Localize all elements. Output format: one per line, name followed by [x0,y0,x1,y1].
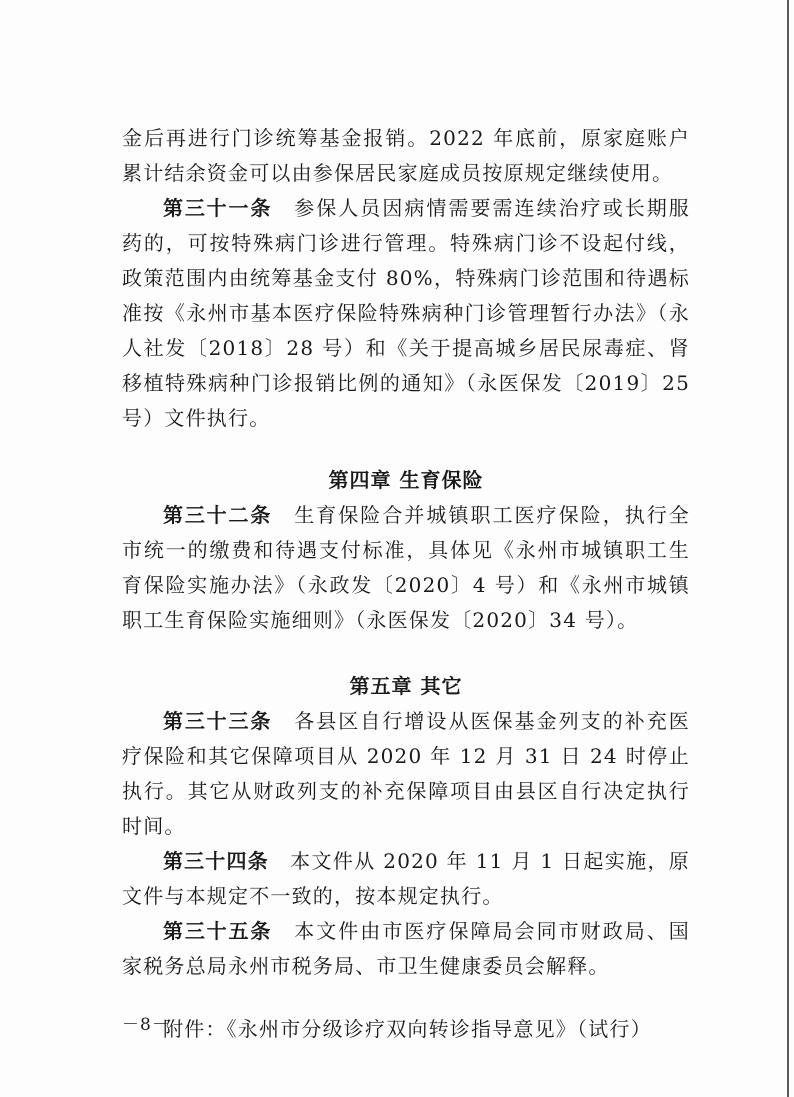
article-34-text: 本文件从 2020 年 11 月 1 日起实施，原文件与本规定不一致的，按本规定执行。 [122,849,691,908]
article-33 [122,704,690,844]
article-32-heading: 第三十二条 [163,503,273,527]
article-31 [122,191,690,436]
article-32 [122,498,690,638]
article-33-heading: 第三十三条 [163,709,273,733]
page-number: －8－ [122,1015,170,1035]
chapter-4-heading: 第四章 生育保险 [328,468,484,492]
article-31-heading: 第三十一条 [163,196,273,220]
article-34 [122,844,690,914]
continuation-paragraph: 金后再进行门诊统筹基金报销。2022 年底前，原家庭账户累计结余资金可以由参保居民家庭成员按原规定继续使用。 [122,126,690,185]
attachment-line: 附件：《永州市分级诊疗双向转诊指导意见》（试行） [163,1017,652,1041]
article-32-text: 生育保险合并城镇职工医疗保险，执行全市统一的缴费和待遇支付标准，具体见《永州市城镇职工生育保险实施办法》（永政发〔2020〕4 号）和《永州市城镇职工生育保险实施细则》（永医保发〔2020〕34 号）。 [122,503,690,632]
article-35-text: 本文件由市医疗保障局会同市财政局、国家税务总局永州市税务局、市卫生健康委员会解释。 [122,919,690,978]
article-33-text: 各县区自行增设从医保基金列支的补充医疗保险和其它保障项目从 2020 年 12 月 31 日 24 时停止执行。其它从财政列支的补充保障项目由县区自行决定执行时间。 [122,709,690,838]
article-31-text: 参保人员因病情需要需连续治疗或长期服药的，可按特殊病门诊进行管理。特殊病门诊不设起付线，政策范围内由统筹基金支付 80%，特殊病门诊范围和待遇标准按《永州市基本医疗保险特殊病种门诊管理暂行办法》（永人社发〔2018〕28 号）和《关于提高城乡居民尿毒症、肾移植特殊病种门诊报销比例的通知》（永医保发〔2019〕25 号）文件执行。 [122,196,690,430]
scan-edge-line [787,0,789,1097]
chapter-5-heading: 第五章 其它 [349,674,463,698]
article-35-heading: 第三十五条 [163,919,273,943]
article-35 [122,914,690,984]
document-body [122,121,690,1047]
article-34-heading: 第三十四条 [163,849,269,873]
